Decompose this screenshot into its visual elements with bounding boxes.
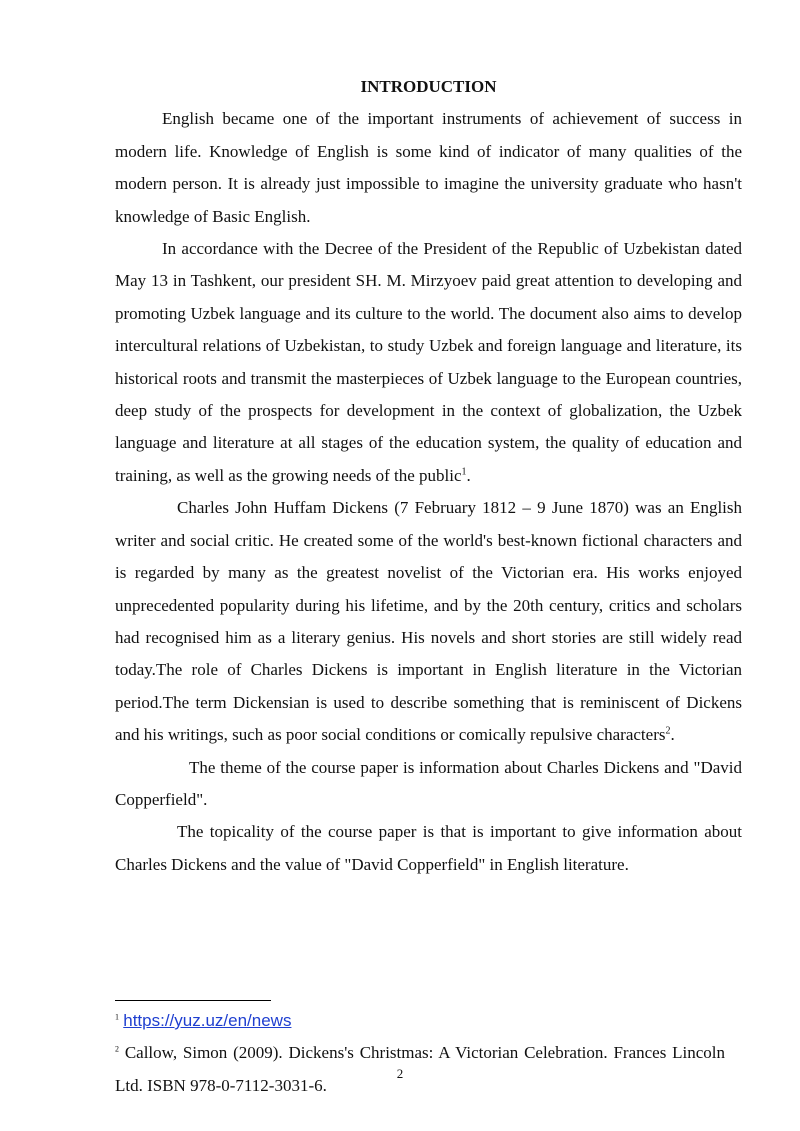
paragraph-text: Charles John Huffam Dickens (7 February 1812 – 9 June 1870) was an English writer and social critic. He created some of the world's best-known fictional characters and is regarded by many as the greatest novelist of the Victorian era. His works enjoyed unprecedented popularity during his lifetime, and by the 20th century, critics and scholars had recognised him as a literary genius. His novels and short stories are still widely read today.The role of Charles Dickens is important in English literature in the Victorian period.The term Dickensian is used to describe something that is reminiscent of Dickens and his writings, such as poor social conditions or comically repulsive characters — [115, 498, 742, 745]
footnote-mark: 1 — [115, 1012, 119, 1022]
paragraph-end-punctuation: . — [670, 725, 675, 745]
paragraph-theme — [115, 752, 742, 817]
paragraph-charles-dickens — [115, 492, 742, 751]
paragraph-text: The theme of the course paper is information about Charles Dickens and "David Copperfield". — [115, 757, 742, 809]
footnote-separator — [115, 1000, 271, 1001]
paragraph-english-importance — [115, 103, 742, 233]
page-title: INTRODUCTION — [360, 77, 497, 96]
footnote-reference-2[interactable]: 2 — [665, 725, 671, 737]
footnote-reference-1[interactable]: 1 — [461, 466, 467, 478]
footnote-link[interactable]: https://yuz.uz/en/news — [123, 1011, 292, 1030]
paragraph-text: In accordance with the Decree of the President of the Republic of Uzbekistan dated May 13 in Tashkent, our president SH. M. Mirzyoev paid great attention to developing and promoting Uzbek language and its culture to the world. The document also aims to develop intercultural relations of Uzbekistan, to study Uzbek and foreign language and literature, its historical roots and transmit the masterpieces of Uzbek language to the European countries, deep study of the prospects for development in the context of globalization, the Uzbek language and literature at all stages of the education system, the quality of education and training, as well as the growing needs of the public — [115, 239, 742, 485]
paragraph-text: English became one of the important instruments of achievement of success in modern life. Knowledge of English is some kind of indicator of many qualities of the modern person. It is already just impossible to imagine the university graduate who hasn't knowledge of Basic English. — [115, 109, 742, 226]
paragraph-end-punctuation: . — [466, 465, 471, 485]
page-number: 2 — [396, 1066, 404, 1081]
paragraph-text: The topicality of the course paper is that is important to give information about Charles Dickens and the value of "David Copperfield" in English literature. — [115, 822, 742, 874]
document-body — [115, 71, 742, 881]
footnote-mark: 2 — [115, 1044, 119, 1054]
paragraph-topicality — [115, 816, 742, 881]
footnotes — [115, 1005, 725, 1102]
footnote-text: Callow, Simon (2009). Dickens's Christmas: A Victorian Celebration. Frances Lincoln Ltd. ISBN 978-0-7112-3031-6. — [115, 1043, 726, 1095]
paragraph-presidential-decree — [115, 233, 742, 492]
footnote-1 — [115, 1005, 725, 1037]
